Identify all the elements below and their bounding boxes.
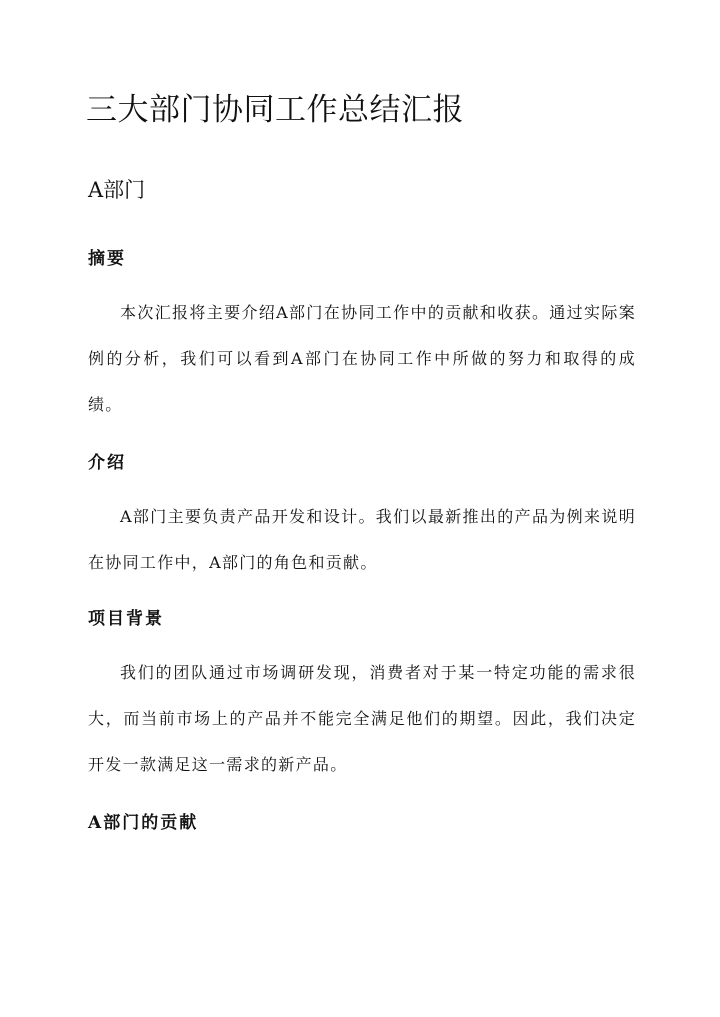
background-heading: 项目背景 <box>88 609 164 629</box>
background-paragraph: 我们的团队通过市场调研发现，消费者对于某一特定功能的需求很大，而当前市场上的产品并不能完全满足他们的期望。因此，我们决定开发一款满足这一需求的新产品。 <box>88 663 636 774</box>
document-title: 三大部门协同工作总结汇报 <box>86 92 464 128</box>
intro-heading: 介绍 <box>88 453 126 473</box>
contribution-heading: A部门的贡献 <box>88 813 199 833</box>
summary-paragraph: 本次汇报将主要介绍A部门在协同工作中的贡献和收获。通过实际案例的分析，我们可以看到A部门在协同工作中所做的努力和取得的成绩。 <box>88 303 636 414</box>
section-heading-a: A部门 <box>88 178 146 202</box>
summary-heading: 摘要 <box>88 249 126 269</box>
intro-paragraph: A部门主要负责产品开发和设计。我们以最新推出的产品为例来说明在协同工作中，A部门的角色和贡献。 <box>88 507 636 572</box>
